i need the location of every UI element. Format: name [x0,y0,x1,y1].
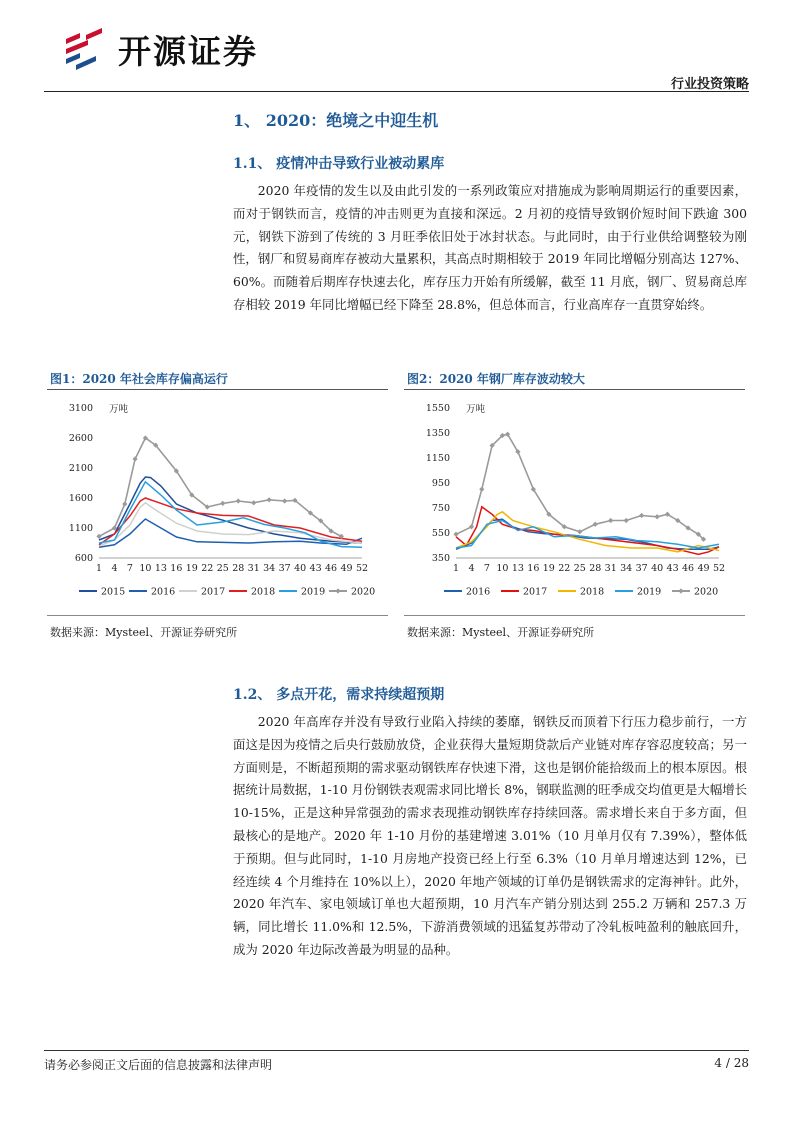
figure-2-source: 数据来源：Mysteel、开源证券研究所 [407,626,595,639]
chart2-marker-2020 [577,529,582,534]
subsection-title-1-2: 1.2、 多点开花，需求持续超预期 [233,687,445,703]
chart1-legend-label-2020: 2020 [351,586,376,598]
footer-disclaimer: 请务必参阅正文后面的信息披露和法律声明 [44,1058,273,1072]
chart1-x-tick-label: 37 [278,563,291,574]
figure-1-bottom-rule [47,615,388,616]
chart1-y-tick-label: 1600 [68,493,93,504]
chart1-x-tick-label: 13 [154,563,167,574]
chart2-unit-label: 万吨 [466,404,486,415]
chart2-legend-label-2016: 2016 [466,586,491,598]
company-logo [62,24,258,74]
chart1-legend-label-2017: 2017 [201,586,226,598]
logo-mark-icon [62,25,108,73]
chart2-x-tick-label: 7 [483,563,490,574]
chart1-marker-2020 [220,501,225,506]
chart1-legend-label-2015: 2015 [101,586,126,598]
section-title: 1、 2020：绝境之中迎生机 [233,111,439,130]
chart1-x-tick-label: 16 [170,563,183,574]
figure-1-source: 数据来源：Mysteel、开源证券研究所 [50,626,238,639]
chart2-x-tick-label: 1 [452,563,460,574]
chart1-marker-2020 [236,498,241,503]
chart2-x-tick-label: 43 [666,563,679,574]
chart1-y-tick-label: 2600 [68,433,93,444]
chart2-marker-2020 [624,518,629,523]
chart1-marker-2020 [267,497,272,502]
figure-2-chart [404,394,745,608]
chart2-x-tick-label: 34 [620,563,633,574]
chart1-legend-label-2016: 2016 [151,586,176,598]
chart1-legend-label-2019: 2019 [301,586,326,598]
chart2-y-tick-label: 1550 [425,403,450,414]
chart1-x-tick-label: 4 [111,563,118,574]
chart1-y-tick-label: 3100 [68,403,93,414]
paragraph-1-1: 2020 年疫情的发生以及由此引发的一系列政策应对措施成为影响周期运行的重要因素，而对于钢铁而言，疫情的冲击则更为直接和深远。2 月初的疫情导致钢价短时间下跌逾 300 元，钢铁下游到了传统的 3 月旺季依旧处于冰封状态。与此同时，由于行业供给调整较为刚性，钢厂和贸易商库存被动大量累积，其高点时期相较于 2019 年同比增幅分别高达 127%、60%。而随着后期库存快速去化，库存压力开始有所缓解，截至 11 月底，钢厂、贸易商总库存相较 2019 年同比增幅已经下降至 28.8%，但总体而言，行业高库存一直贯穿始终。 [233,183,747,312]
chart1-legend-marker-2020 [335,588,340,593]
chart2-x-tick-label: 10 [496,563,509,574]
chart1-x-tick-label: 34 [263,563,276,574]
chart2-series-2017 [456,507,719,555]
chart2-legend-label-2020: 2020 [694,586,719,598]
chart1-x-tick-label: 28 [232,563,245,574]
chart2-y-tick-label: 550 [431,528,450,539]
figure-1-chart [47,394,388,608]
chart1-y-tick-label: 2100 [68,463,93,474]
chart2-marker-2020 [593,522,598,527]
chart2-x-tick-label: 4 [468,563,475,574]
chart2-y-tick-label: 1150 [425,453,450,464]
chart1-x-tick-label: 40 [294,563,307,574]
chart2-x-tick-label: 13 [511,563,524,574]
chart2-x-tick-label: 52 [712,563,726,574]
chart1-marker-2020 [122,501,127,506]
chart1-legend-label-2018: 2018 [251,586,276,598]
chart1-y-tick-label: 600 [74,553,93,564]
chart2-marker-2020 [639,513,644,518]
page-number: 4 / 28 [714,1056,749,1070]
header-divider [44,91,749,92]
chart2-x-tick-label: 16 [527,563,540,574]
chart1-x-tick-label: 7 [126,563,133,574]
chart2-legend-label-2019: 2019 [637,586,662,598]
chart2-marker-2020 [453,532,458,537]
chart2-legend-label-2017: 2017 [523,586,548,598]
chart1-x-tick-label: 52 [355,563,369,574]
chart1-x-tick-label: 49 [340,563,353,574]
chart2-x-tick-label: 31 [604,563,617,574]
chart2-marker-2020 [608,518,613,523]
figure-1-title: 图1：2020 年社会库存偏高运行 [50,372,228,386]
chart2-x-tick-label: 49 [697,563,710,574]
chart2-legend-marker-2020 [678,588,683,593]
chart1-x-tick-label: 19 [185,563,198,574]
subsection-title-1-1: 1.1、 疫情冲击导致行业被动累库 [233,156,445,172]
chart1-series-2017 [99,503,362,546]
chart1-y-tick-label: 1100 [68,523,93,534]
chart2-y-tick-label: 750 [431,503,450,514]
chart2-y-tick-label: 1350 [425,428,450,439]
chart1-x-tick-label: 1 [95,563,103,574]
paragraph-1-2: 2020 年高库存并没有导致行业陷入持续的萎靡，钢铁反而顶着下行压力稳步前行，一方面这是因为疫情之后央行鼓励放贷，企业获得大量短期贷款后产业链对库存容忍度较高；另一方面则是，不断超预期的需求驱动钢铁库存快速下滑，这也是钢价能拾级而上的根本原因。根据统计局数据，1-10 月份钢铁表观需求同比增长 8%，钢联监测的旺季成交均值更是大幅增长 10-15%，正是这种异常强劲的需求表现推动钢铁库存持续回落。需求增长来自于多方面，但最核心的是地产。2020 年 1-10 月份的基建增速 3.01%（10 月单月仅有 7.39%），整体低于预期。但与此同时，1-10 月房地产投资已经上行至 6.3%（10 月单月增速达到 12%，已经连续 4 个月维持在 10%以上），2020 年地产领域的订单仍是钢铁需求的定海神针。此外，2020 年汽车、家电领域订单也大超预期，10 月汽车产销分别达到 255.2 万辆和 257.3 万辆，同比增长 11.0%和 12.5%，下游消费领域的迅猛复苏带动了冷轧板吨盈利的触底回升，成为 2020 年边际改善最为明显的品种。 [233,714,747,957]
chart2-y-tick-label: 350 [431,553,450,564]
chart2-series-2019 [456,521,719,549]
chart1-marker-2020 [132,456,137,461]
chart2-series-2020 [456,434,704,539]
chart2-marker-2020 [655,514,660,519]
figure-2-title: 图2：2020 年钢厂库存波动较大 [407,372,585,386]
chart2-x-tick-label: 40 [651,563,664,574]
chart1-x-tick-label: 25 [216,563,229,574]
chart2-legend-label-2018: 2018 [580,586,605,598]
document-type: 行业投资策略 [670,77,749,92]
chart1-x-tick-label: 46 [325,563,338,574]
chart1-x-tick-label: 22 [201,563,214,574]
chart1-marker-2020 [282,498,287,503]
chart1-marker-2020 [251,500,256,505]
chart2-marker-2020 [479,487,484,492]
chart1-x-tick-label: 43 [309,563,322,574]
footer-divider [44,1050,749,1051]
chart2-x-tick-label: 22 [558,563,571,574]
figure-1-top-rule [47,389,388,390]
figure-2-top-rule [404,389,745,390]
chart1-unit-label: 万吨 [109,404,129,415]
chart1-x-tick-label: 10 [139,563,152,574]
chart2-x-tick-label: 25 [573,563,586,574]
chart2-x-tick-label: 37 [635,563,648,574]
chart1-x-tick-label: 31 [247,563,260,574]
chart2-x-tick-label: 46 [682,563,695,574]
chart2-x-tick-label: 19 [542,563,555,574]
chart2-y-tick-label: 950 [431,478,450,489]
brand-name: 开源证券 [118,31,258,71]
chart2-x-tick-label: 28 [589,563,602,574]
figure-2-bottom-rule [404,615,745,616]
